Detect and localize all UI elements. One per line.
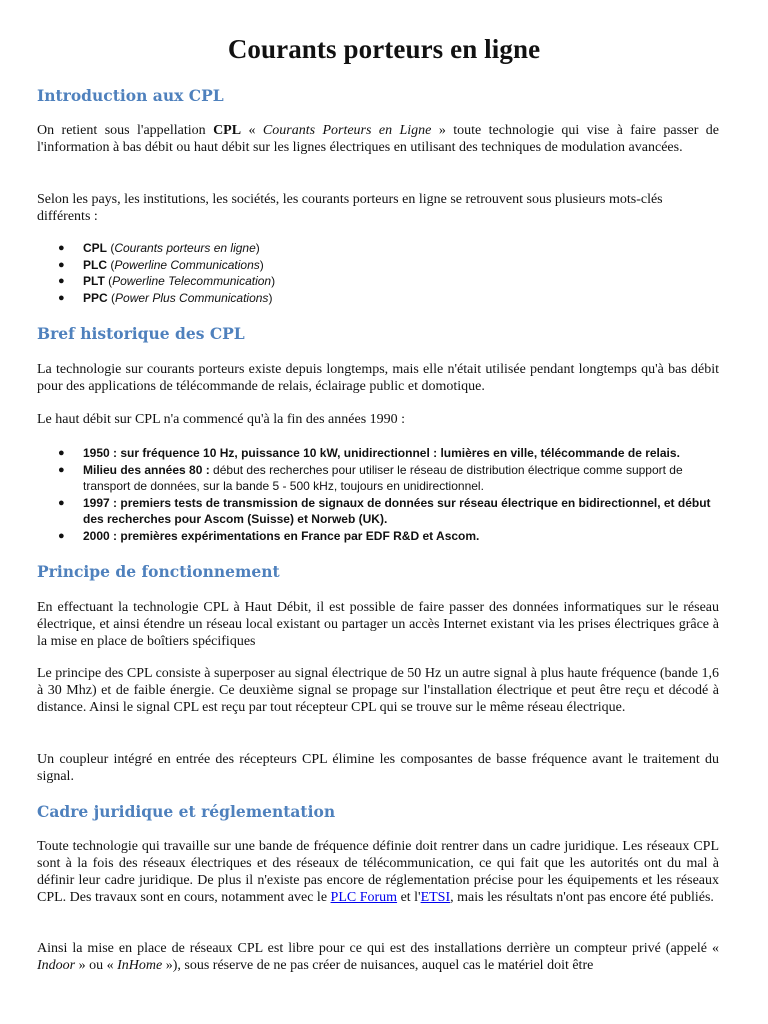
term-cpl-bold: CPL [213,123,242,138]
bullet-icon: ● [58,291,65,304]
history-paragraph-2: Le haut débit sur CPL n'a commencé qu'à la fin des années 1990 : [37,412,406,427]
term-expansion: Courants Porteurs en Ligne [262,123,432,138]
intro-paragraph-1: On retient sous l'appellation CPL « Courants Porteurs en Ligne » toute technologie qui vise à faire passer de l'information à bas débit ou haut débit sur les lignes électriques en utilisant des techniques de modulation avancées. [37,123,719,155]
history-list [37,445,717,545]
list-item: ● PLC (Powerline Communications) [58,257,264,272]
list-item: ● PLT (Powerline Telecommunication) [58,274,276,289]
etsi-link[interactable]: ETSI [420,890,451,905]
legal-paragraph-1: Toute technologie qui travaille sur une bande de fréquence définie doit rentrer dans un cadre juridique. Les réseaux CPL sont à la fois des réseaux électriques et des réseaux de télécommunication, ce qui fait que les autorités ont du mal à définir leur cadre juridique. De plus il n'existe pas encore de réglementation précise pour les équipements et les réseaux CPL. Des travaux sont en cours, notamment avec le PLC Forum et l'ETSI, mais les résultats n'ont pas encore été publiés. [37,839,719,905]
section-heading-history: Bref historique des CPL [37,324,245,343]
list-item: ● 1950 : sur fréquence 10 Hz, puissance 10 kW, unidirectionnel : lumières en ville, télécommande de relais. [58,446,680,460]
list-item: ● PPC (Power Plus Communications) [58,290,273,305]
plc-forum-link[interactable]: PLC Forum [330,890,398,905]
bullet-icon: ● [58,463,65,476]
list-item: ● 2000 : premières expérimentations en France par EDF R&D et Ascom. [58,528,480,543]
bullet-icon: ● [58,496,65,509]
principle-paragraph-1: En effectuant la technologie CPL à Haut Débit, il est possible de faire passer des données informatiques sur le réseau électrique, et ainsi étendre un réseau local existant ou partager un accès Internet existant via les prises électriques grâce à la mise en place de boîtiers spécifiques [37,600,719,649]
history-paragraph-1: La technologie sur courants porteurs existe depuis longtemps, mais elle n'était utilisée pendant longtemps qu'à bas débit pour des applications de télécommande de relais, éclairage public et domotique. [37,362,719,394]
bullet-icon: ● [58,275,65,288]
list-item: ● 1997 : premiers tests de transmission de signaux de données sur réseau électrique en bidirectionnel, et début des recherches pour Ascom (Suisse) et Norweb (UK). [58,495,711,527]
principle-paragraph-2: Le principe des CPL consiste à superposer au signal électrique de 50 Hz un autre signal à plus haute fréquence (bande 1,6 à 30 Mhz) et de faible énergie. Ce deuxième signal se propage sur l'installation électrique et peut être reçu et décodé à distance. Ainsi le signal CPL est reçu par tout récepteur CPL qui se trouve sur le même réseau électrique. [37,666,719,715]
intro-paragraph-2: Selon les pays, les institutions, les sociétés, les courants porteurs en ligne se retrouvent sous plusieurs mots-clés différents : [37,192,663,224]
legal-paragraph-2: Ainsi la mise en place de réseaux CPL est libre pour ce qui est des installations derrière un compteur privé (appelé « Indoor » ou « InHome »), sous réserve de ne pas créer de nuisances, auquel cas le matériel doit être [37,941,719,973]
list-item: ● Milieu des années 80 : début des recherches pour utiliser le réseau de distribution électrique comme support de transport de données, sur la bande 5 - 500 kHz, toujours en unidirectionnel. [58,462,683,494]
bullet-icon: ● [58,447,65,459]
bullet-icon: ● [58,529,65,542]
section-heading-legal: Cadre juridique et réglementation [37,802,336,821]
page-title: Courants porteurs en ligne [227,34,541,64]
list-item: ● CPL (Courants porteurs en ligne) [58,241,260,255]
bullet-icon: ● [58,258,65,271]
terms-list [37,240,717,306]
section-heading-intro: Introduction aux CPL [37,86,224,105]
principle-paragraph-3: Un coupleur intégré en entrée des récepteurs CPL élimine les composantes de basse fréquence avant le traitement du signal. [37,752,719,784]
section-heading-principle: Principe de fonctionnement [37,562,280,581]
bullet-icon: ● [58,242,65,254]
